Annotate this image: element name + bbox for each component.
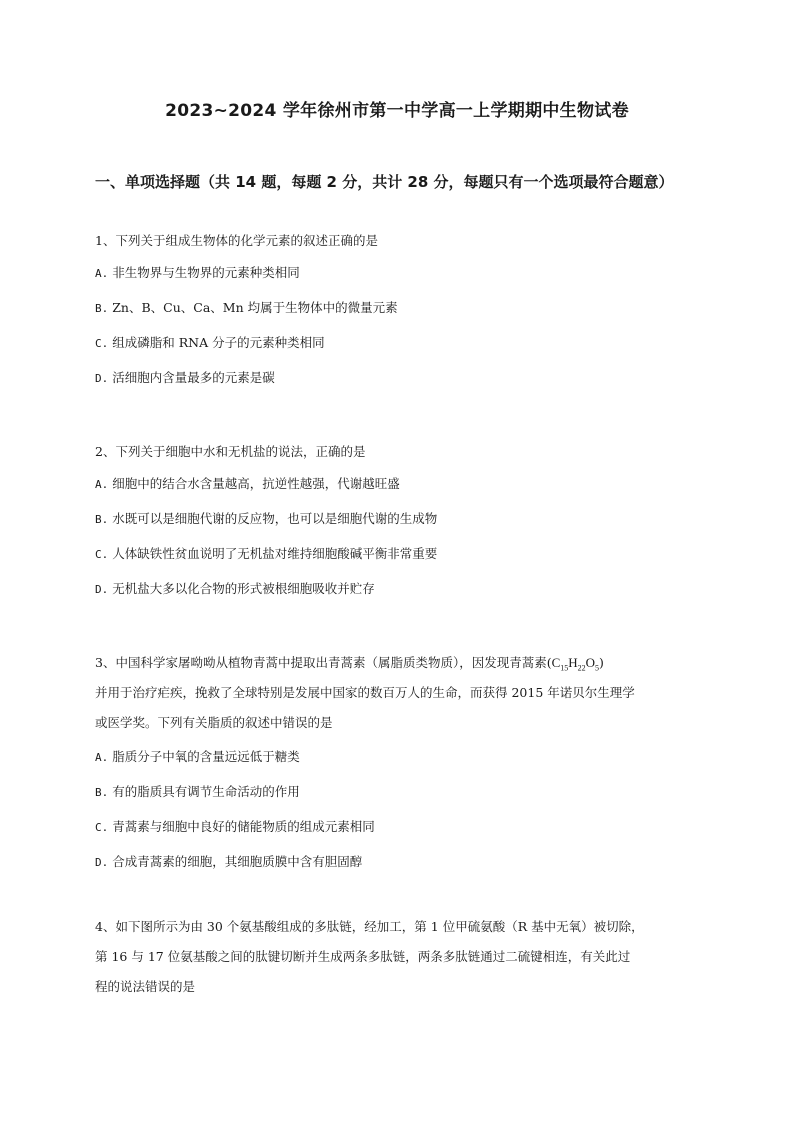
option-letter: C.	[95, 548, 109, 561]
formula-subscript: 22	[577, 663, 586, 673]
formula-subscript: 5	[595, 663, 600, 673]
option-text: 细胞中的结合水含量越高，抗逆性越强，代谢越旺盛	[112, 476, 400, 491]
question-stem-line: 程的说法错误的是	[95, 979, 196, 994]
option-text: 活细胞内含量最多的元素是碳	[112, 370, 275, 385]
option-letter: D.	[95, 372, 109, 385]
formula-subscript: 15	[560, 663, 569, 673]
exam-title: 2023~2024 学年徐州市第一中学高一上学期期中生物试卷	[165, 101, 629, 121]
option-text: 非生物界与生物界的元素种类相同	[112, 265, 300, 280]
question-stem-line: 4、如下图所示为由 30 个氨基酸组成的多肽链，经加工，第 1 位甲硫氨酸（R 基中无氧）被切除，	[95, 919, 644, 934]
option-text: 合成青蒿素的细胞，其细胞质膜中含有胆固醇	[112, 854, 363, 869]
option-a	[95, 263, 300, 284]
option-c	[95, 817, 375, 838]
formula-element: O	[585, 655, 596, 670]
artemisinin-formula	[551, 655, 600, 673]
option-d	[95, 852, 362, 873]
option-text: Zn、B、Cu、Ca、Mn 均属于生物体中的微量元素	[112, 300, 398, 315]
formula-element: C	[551, 655, 561, 670]
option-text: 脂质分子中氧的含量远远低于糖类	[112, 749, 300, 764]
option-letter: A.	[95, 478, 109, 491]
question-stem-line: 或医学奖。下列有关脂质的叙述中错误的是	[95, 715, 333, 730]
option-d	[95, 368, 275, 389]
option-text: 人体缺铁性贫血说明了无机盐对维持细胞酸碱平衡非常重要	[112, 546, 438, 561]
option-letter: C.	[95, 821, 109, 834]
question-stem-text: )	[599, 655, 604, 670]
option-text: 组成磷脂和 RNA 分子的元素种类相同	[112, 335, 325, 350]
question-stem-line: 并用于治疗疟疾，挽救了全球特别是发展中国家的数百万人的生命，而获得 2015 年诺贝尔生理学	[95, 685, 635, 700]
option-b	[95, 782, 300, 803]
section-heading: 一、单项选择题（共 14 题，每题 2 分，共计 28 分，每题只有一个选项最符合题意）	[95, 173, 674, 191]
option-letter: D.	[95, 583, 109, 596]
option-letter: B.	[95, 513, 109, 526]
question-4	[95, 912, 715, 1012]
option-c	[95, 333, 325, 354]
option-text: 青蒿素与细胞中良好的储能物质的组成元素相同	[112, 819, 375, 834]
option-text: 有的脂质具有调节生命活动的作用	[112, 784, 300, 799]
option-text: 无机盐大多以化合物的形式被根细胞吸收并贮存	[112, 581, 375, 596]
question-stem-text: 3、中国科学家屠呦呦从植物青蒿中提取出青蒿素（属脂质类物质），因发现青蒿素(	[95, 655, 552, 670]
option-b	[95, 509, 437, 530]
option-letter: D.	[95, 856, 109, 869]
option-letter: C.	[95, 337, 109, 350]
question-stem: 2、下列关于细胞中水和无机盐的说法，正确的是	[95, 444, 366, 459]
option-letter: A.	[95, 267, 109, 280]
question-1	[95, 225, 715, 400]
formula-element: H	[568, 655, 578, 670]
option-d	[95, 579, 375, 600]
option-letter: A.	[95, 751, 109, 764]
question-stem-line	[95, 648, 715, 678]
question-stem-line: 第 16 与 17 位氨基酸之间的肽键切断并生成两条多肽链，两条多肽链通过二硫键相连，有关此过	[95, 949, 631, 964]
question-2	[95, 436, 715, 611]
option-text: 水既可以是细胞代谢的反应物，也可以是细胞代谢的生成物	[112, 511, 438, 526]
option-letter: B.	[95, 786, 109, 799]
question-stem: 1、下列关于组成生物体的化学元素的叙述正确的是	[95, 233, 378, 248]
question-3	[95, 648, 715, 878]
option-a	[95, 747, 300, 768]
option-a	[95, 474, 400, 495]
option-letter: B.	[95, 302, 109, 315]
option-b	[95, 298, 398, 319]
option-c	[95, 544, 437, 565]
